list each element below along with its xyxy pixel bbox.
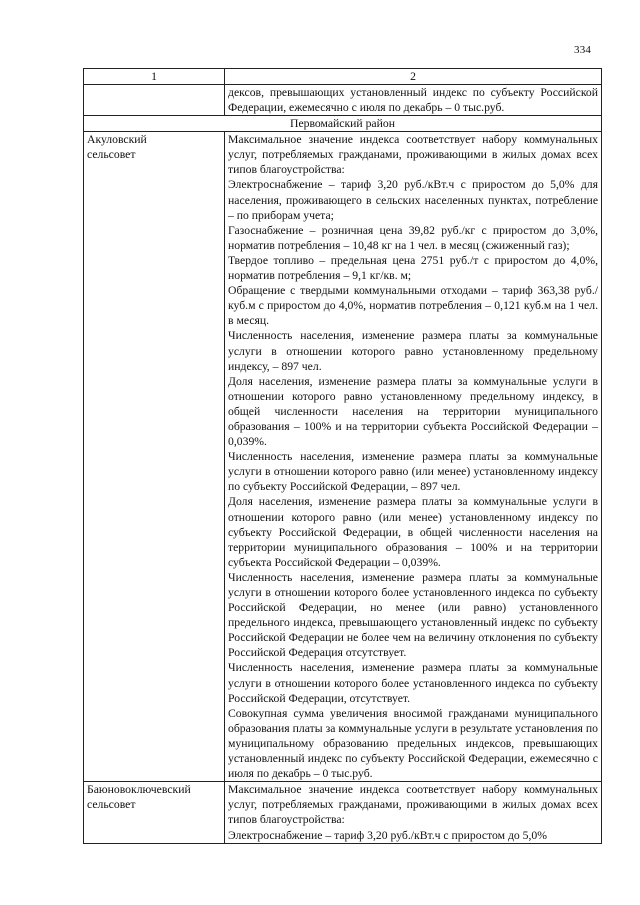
paragraph: Доля населения, изменение размера платы за коммунальные услуги в отношении которого равно установленному предельному индексу, в общей численности населения на территории муниципального образования – 100% и на территории субъекта Российской Федерации – 0,039%. bbox=[228, 374, 598, 449]
district-name: Акуловский bbox=[87, 133, 147, 147]
column-1-header: 1 bbox=[84, 69, 225, 85]
table-row bbox=[84, 132, 602, 782]
continuation-empty-cell bbox=[84, 85, 225, 116]
paragraph: Твердое топливо – предельная цена 2751 руб./т с приростом до 4,0%, норматив потребления – 9,1 кг/кв. м; bbox=[228, 253, 598, 283]
district-type: сельсовет bbox=[87, 148, 136, 162]
continuation-text: дексов, превышающих установленный индекс по субъекту Российской Федерации, ежемесячно с июля по декабрь – 0 тыс.руб. bbox=[225, 85, 602, 116]
paragraph: Электроснабжение – тариф 3,20 руб./кВт.ч с приростом до 5,0% для населения, проживающего в сельских населенных пунктах, потребление – по приборам учета; bbox=[228, 178, 598, 222]
table-header-row bbox=[84, 69, 602, 85]
index-description-cell bbox=[225, 132, 602, 782]
district-name-cell bbox=[84, 782, 225, 843]
table-row bbox=[84, 782, 602, 843]
page-number: 334 bbox=[574, 44, 592, 56]
paragraph: Доля населения, изменение размера платы за коммунальные услуги в отношении которого равно (или менее) установленному индексу по субъекту Российской Федерации, в общей численности населения на территории муниципального образования – 100% и на территории субъекта Российской Федерации – 0,039%. bbox=[228, 495, 598, 569]
paragraph: Максимальное значение индекса соответствует набору коммунальных услуг, потребляемых гражданами, проживающими в жилых домах всех типов благоустройства: bbox=[228, 783, 598, 827]
paragraph: Обращение с твердыми коммунальными отходами – тариф 363,38 руб./куб.м с приростом до 4,0%, норматив потребления – 0,121 куб.м на 1 чел. в месяц. bbox=[228, 284, 598, 328]
paragraph: Максимальное значение индекса соответствует набору коммунальных услуг, потребляемых гражданами, проживающими в жилых домах всех типов благоустройства: bbox=[228, 133, 598, 177]
district-name: Баюновоключевский bbox=[87, 783, 191, 797]
index-description-cell bbox=[225, 782, 602, 843]
continuation-row bbox=[84, 85, 602, 116]
paragraph: Газоснабжение – розничная цена 39,82 руб./кг с приростом до 3,0%, норматив потребления – 10,48 кг на 1 чел. в месяц (сжиженный газ); bbox=[228, 223, 598, 252]
paragraph: Численность населения, изменение размера платы за коммунальные услуги в отношении которого равно (или менее) установленному индексу по субъекту Российской Федерации, – 897 чел. bbox=[228, 450, 598, 494]
municipal-index-table bbox=[83, 68, 602, 844]
section-title: Первомайский район bbox=[84, 116, 602, 132]
paragraph: Численность населения, изменение размера платы за коммунальные услуги в отношении которого более установленного индекса по субъекту Российской Федерации, отсутствует. bbox=[228, 661, 598, 705]
paragraph: Численность населения, изменение размера платы за коммунальные услуги в отношении которого равно установленному предельному индексу, – 897 чел. bbox=[228, 329, 598, 373]
section-header-row bbox=[84, 116, 602, 132]
paragraph: Совокупная сумма увеличения вносимой гражданами муниципального образования платы за коммунальные услуги в результате установления по муниципальному образованию предельных индексов, превышающих установленный индекс по субъекту Российской Федерации, ежемесячно с июля по декабрь – 0 тыс.руб. bbox=[228, 706, 598, 781]
paragraph: Электроснабжение – тариф 3,20 руб./кВт.ч с приростом до 5,0% bbox=[228, 828, 548, 842]
district-name-cell bbox=[84, 132, 225, 782]
column-2-header: 2 bbox=[225, 69, 602, 85]
paragraph: Численность населения, изменение размера платы за коммунальные услуги в отношении которого более установленного индекса по субъекту Российской Федерации, но менее (или равно) установленного предельного индекса, превышающего установленный индекс по субъекту Российской Федерации не более чем на величину отклонения по субъекту Российской Федерация отсутствует. bbox=[228, 570, 598, 660]
district-type: сельсовет bbox=[87, 798, 136, 812]
